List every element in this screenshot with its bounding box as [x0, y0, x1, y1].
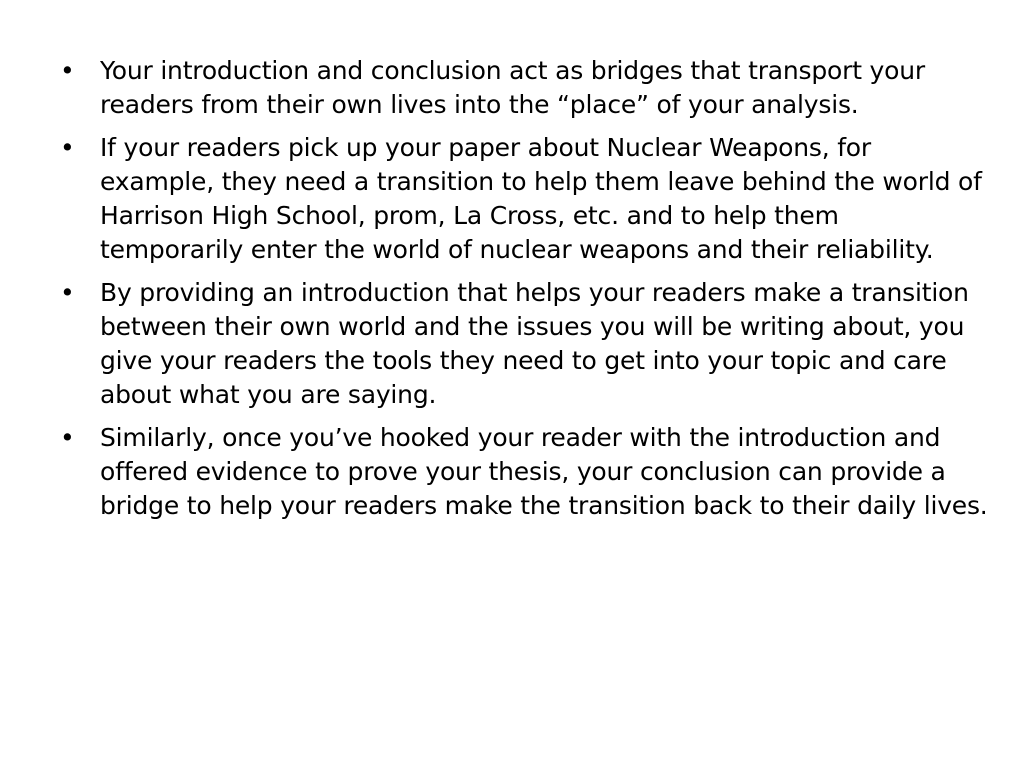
bullet-item	[58, 421, 988, 523]
bullet-icon: •	[60, 56, 75, 85]
bullet-icon: •	[60, 278, 75, 307]
bullet-item	[58, 276, 988, 412]
bullet-text: If your readers pick up your paper about Nuclear Weapons, for example, they need a transition to help them leave behind the world of Harrison High School, prom, La Cross, etc. and to help them temporarily enter the world of nuclear weapons and their reliability.	[100, 133, 982, 264]
bullet-icon: •	[60, 423, 75, 452]
bullet-text: By providing an introduction that helps your readers make a transition between their own world and the issues you will be writing about, you give your readers the tools they need to get into your topic and care about what you are saying.	[100, 278, 969, 409]
bullet-text: Similarly, once you’ve hooked your reader with the introduction and offered evidence to prove your thesis, your conclusion can provide a bridge to help your readers make the transition back to their daily lives.	[100, 423, 988, 520]
bullet-list	[58, 54, 988, 532]
bullet-text: Your introduction and conclusion act as bridges that transport your readers from their own lives into the “place” of your analysis.	[100, 56, 925, 119]
bullet-icon: •	[60, 133, 75, 162]
bullet-item	[58, 54, 988, 122]
bullet-item	[58, 131, 988, 267]
